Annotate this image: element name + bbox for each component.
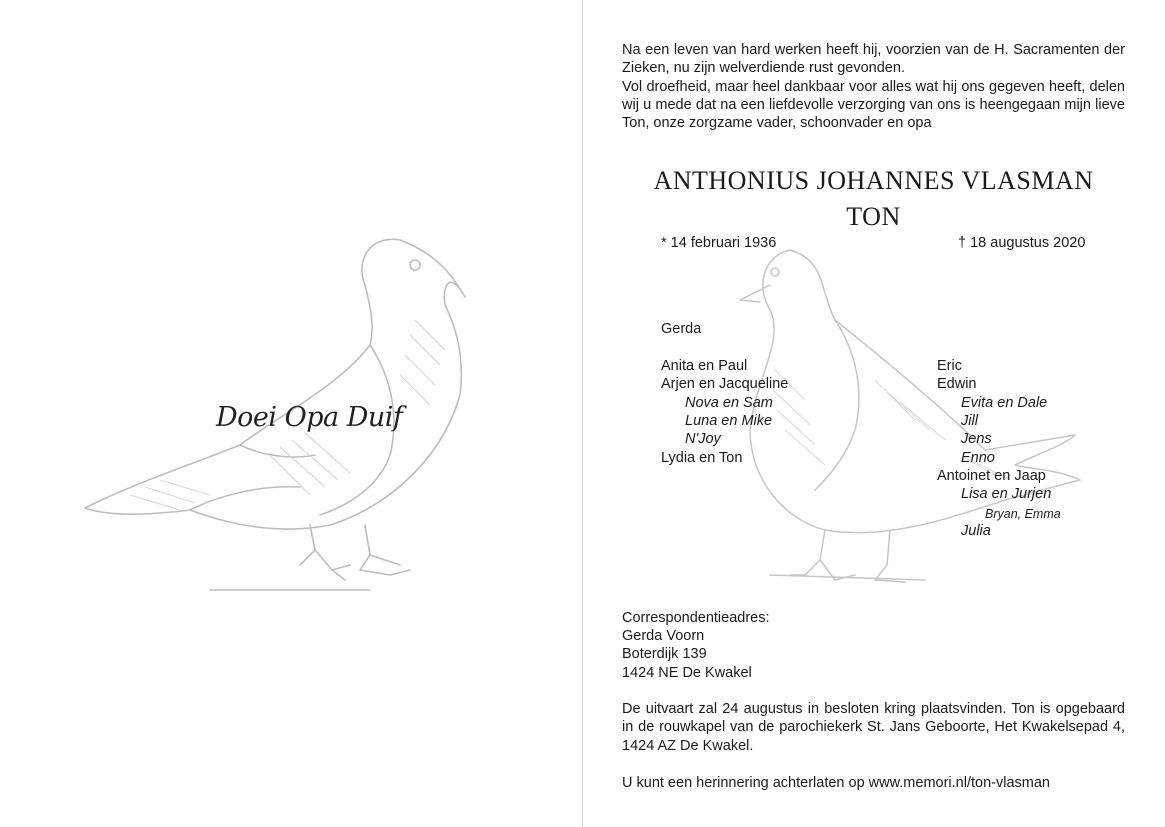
death-date: † 18 augustus 2020 <box>958 235 1086 251</box>
grandchild-name: Evita en Dale <box>961 395 1048 411</box>
deceased-nickname: TON <box>846 202 901 231</box>
family-member: Lydia en Ton <box>661 450 743 466</box>
family-member: Edwin <box>937 376 977 392</box>
deceased-name-block <box>622 163 1125 235</box>
family-member: Arjen en Jacqueline <box>661 376 789 392</box>
family-member: Eric <box>937 358 962 374</box>
birth-date: * 14 februari 1936 <box>661 235 777 251</box>
correspondence-name: Gerda Voorn <box>622 628 705 644</box>
spouse-name: Gerda <box>661 321 702 337</box>
grandchild-name: Jill <box>961 413 978 429</box>
grandchild-name: N'Joy <box>685 431 721 447</box>
farewell-text: Doei Opa Duif <box>216 402 403 433</box>
family-member: Antoinet en Jaap <box>937 468 1046 484</box>
grandchild-name: Enno <box>961 450 995 466</box>
family-member: Anita en Paul <box>661 358 748 374</box>
intro-paragraph-2: Vol droefheid, maar heel dankbaar voor alles wat hij ons gegeven heeft, delen wij u mede dat na een liefdevolle verzorging van ons is heengegaan mijn lieve Ton, onze zorgzame vader, schoonvader en opa <box>622 78 1125 132</box>
grandchild-name: Jens <box>961 431 992 447</box>
intro-text <box>622 41 1125 132</box>
intro-paragraph-1: Na een leven van hard werken heeft hij, voorzien van de H. Sacramenten der Zieken, nu zijn welverdiende rust gevonden. <box>622 42 1125 77</box>
grandchild-name: Nova en Sam <box>685 395 773 411</box>
grandchild-name: Luna en Mike <box>685 413 773 429</box>
great-grandchild-names: Bryan, Emma <box>985 507 1061 521</box>
funeral-info: De uitvaart zal 24 augustus in besloten kring plaatsvinden. Ton is opgebaard in de rouwkapel van de parochiekerk St. Jans Geboorte, Het Kwakelsepad 4, 1424 AZ De Kwakel. <box>622 701 1125 754</box>
grandchild-name: Julia <box>961 523 991 539</box>
correspondence-heading: Correspondentieadres: <box>622 610 770 626</box>
grandchild-name: Lisa en Jurjen <box>961 486 1052 502</box>
correspondence-street: Boterdijk 139 <box>622 646 707 662</box>
deceased-full-name: ANTHONIUS JOHANNES VLASMAN <box>653 166 1094 195</box>
memorial-link-text[interactable]: U kunt een herinnering achterlaten op www.memori.nl/ton-vlasman <box>622 775 1050 791</box>
correspondence-city: 1424 NE De Kwakel <box>622 665 752 681</box>
